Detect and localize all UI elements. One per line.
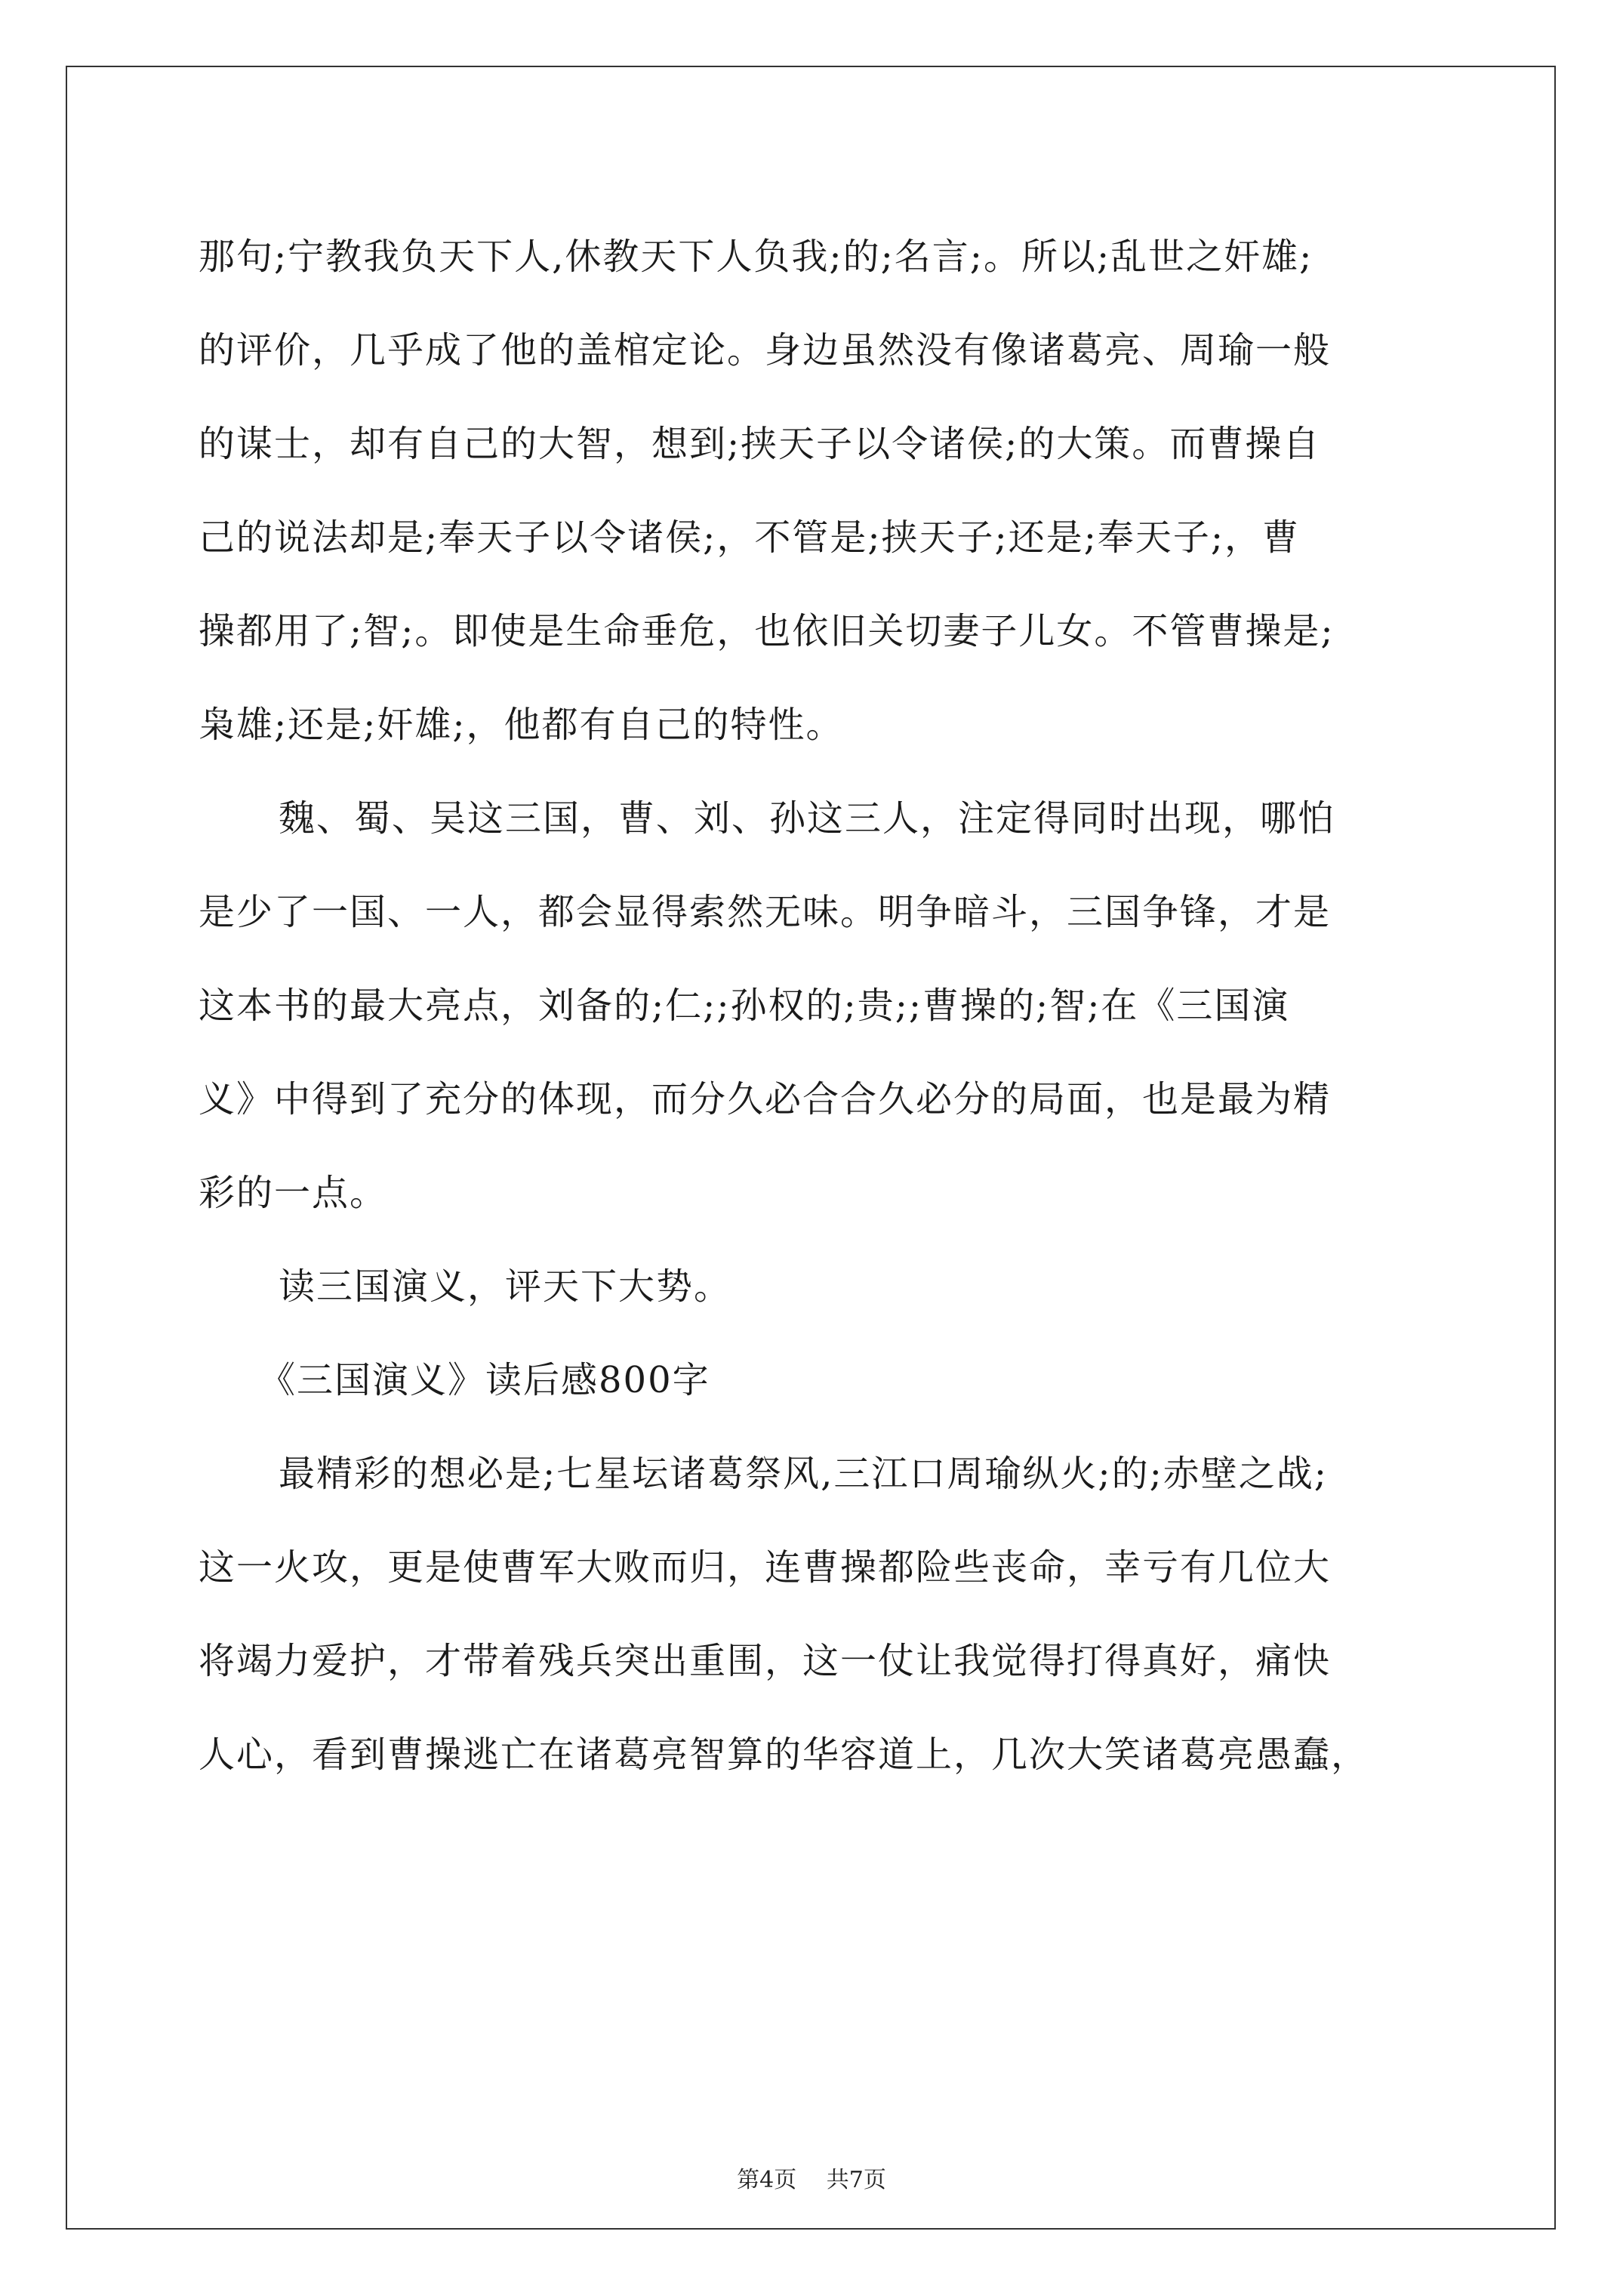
page-number-total: 共7页 <box>826 2167 886 2193</box>
text-line: 彩的一点。 <box>199 1172 388 1214</box>
paragraph <box>199 1240 1431 1333</box>
text-line: 枭雄;还是;奸雄;，他都有自己的特性。 <box>199 704 844 746</box>
text-line: 《三国演义》读后感800字 <box>259 1359 710 1401</box>
text-line: 将竭力爱护，才带着残兵突出重围，这一仗让我觉得打得真好，痛快 <box>199 1640 1332 1682</box>
text-line: 人心，看到曹操逃亡在诸葛亮智算的华容道上，几次大笑诸葛亮愚蠢， <box>199 1734 1369 1776</box>
text-line: 最精彩的想必是;七星坛诸葛祭风,三江口周瑜纵火;的;赤壁之战; <box>279 1453 1328 1495</box>
text-line: 这本书的最大亮点，刘备的;仁;;孙权的;贵;;曹操的;智;在《三国演 <box>199 985 1290 1027</box>
text-line: 义》中得到了充分的体现，而分久必合合久必分的局面，也是最为精 <box>199 1078 1332 1120</box>
paragraph <box>199 210 1431 772</box>
text-line: 那句;宁教我负天下人,休教天下人负我;的;名言;。所以;乱世之奸雄; <box>199 236 1313 278</box>
text-line: 读三国演义，评天下大势。 <box>279 1265 732 1308</box>
section-heading <box>199 1333 1431 1427</box>
text-line: 的谋士，却有自己的大智，想到;挟天子以令诸侯;的大策。而曹操自 <box>199 423 1321 465</box>
text-line: 这一火攻，更是使曹军大败而归，连曹操都险些丧命，幸亏有几位大 <box>199 1546 1332 1589</box>
text-line: 的评价，几乎成了他的盖棺定论。身边虽然没有像诸葛亮、周瑜一般 <box>199 329 1332 371</box>
text-line: 己的说法却是;奉天子以令诸侯;，不管是;挟天子;还是;奉天子;，曹 <box>199 516 1301 559</box>
document-body <box>199 210 1431 1801</box>
paragraph <box>199 1427 1431 1801</box>
text-line: 魏、蜀、吴这三国，曹、刘、孙这三人，注定得同时出现，哪怕 <box>279 797 1336 840</box>
page-footer <box>0 2161 1623 2194</box>
paragraph <box>199 772 1431 1240</box>
page-number-current: 第4页 <box>737 2167 797 2193</box>
text-line: 操都用了;智;。即使是生命垂危，也依旧关切妻子儿女。不管曹操是; <box>199 610 1335 652</box>
text-line: 是少了一国、一人，都会显得索然无味。明争暗斗，三国争锋，才是 <box>199 891 1332 933</box>
